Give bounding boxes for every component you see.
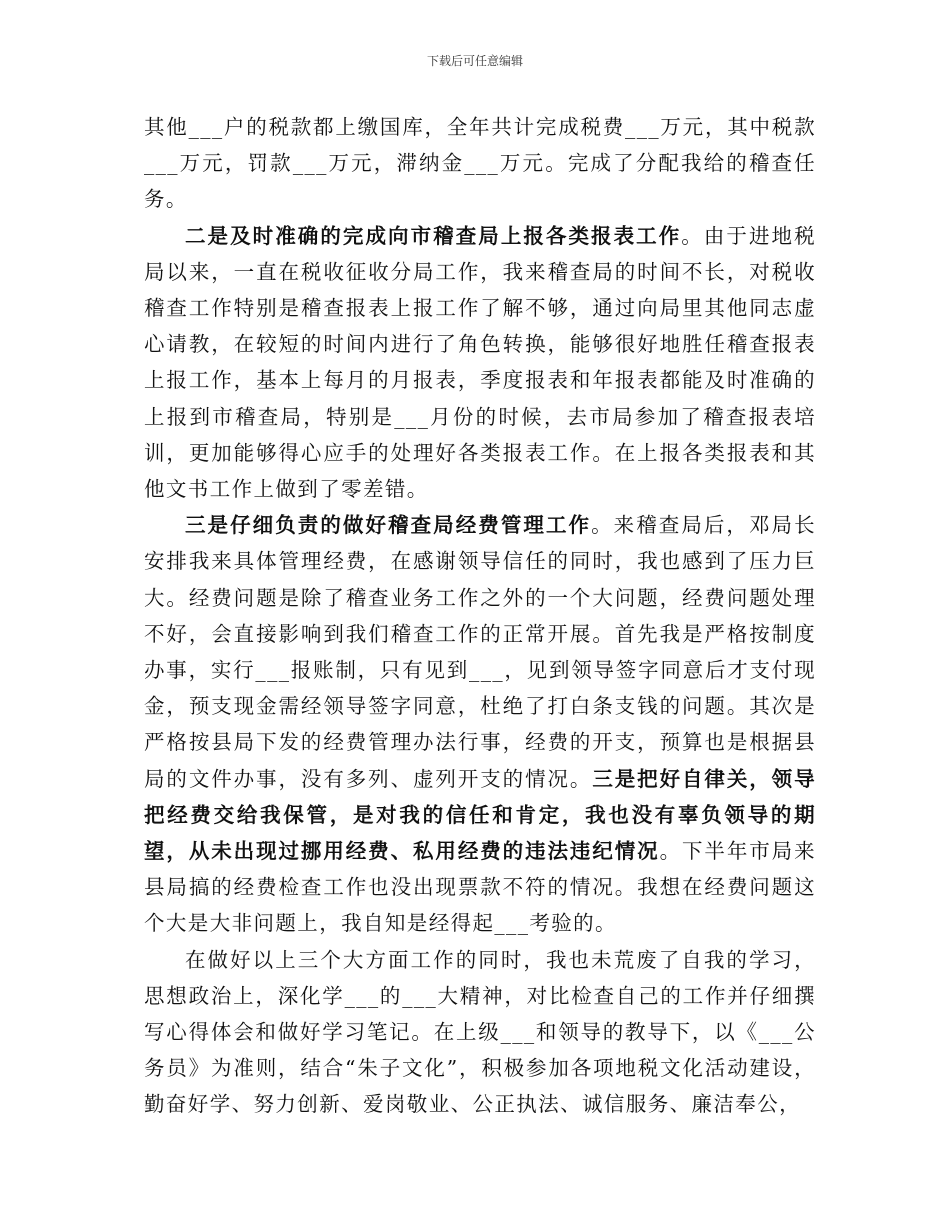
paragraph-2-bold-lead: 二是及时准确的完成向市稽查局上报各类报表工作 [185,223,682,248]
paragraph-2 [144,218,816,508]
paragraph-3-bold-middle: 三是把好自律关，领导把经费交给我保管，是对我的信任和肯定，我也没有辜负领导的期望，从未出现过挪用经费、私用经费的违法违纪情况 [144,766,816,864]
paragraph-3-text-end: 。下半年市局来县局搞的经费检查工作也没出现票款不符的情况。我想在经费问题这个大是大非问题上，我自知是经得起___考验的。 [144,839,816,936]
paragraph-4: 在做好以上三个大方面工作的同时，我也未荒废了自我的学习，思想政治上，深化学___的___大精神，对比检查自己的工作并仔细撰写心得体会和做好学习笔记。在上级___和领导的教导下，以《___公务员》为准则，结合“朱子文化”，积极参加各项地税文化活动建设，勤奋好学、努力创新、爱岗敬业、公正执法、诚信服务、廉洁奉公， [144,947,816,1117]
page-header: 下载后可任意编辑 [426,54,523,68]
paragraph-3 [144,507,816,941]
document-body [144,109,816,1123]
paragraph-3-bold-lead: 三是仔细负责的做好稽查局经费管理工作 [185,513,592,538]
paragraph-3-text: 。来稽查局后，邓局长安排我来具体管理经费，在感谢领导信任的同时，我也感到了压力巨大。经费问题是除了稽查业务工作之外的一个大问题，经费问题处理不好，会直接影响到我们稽查工作的正常开展。首先我是严格按制度办事，实行___报账制，只有见到___，见到领导签字同意后才支付现金，预支现金需经领导签字同意，杜绝了打白条支钱的问题。其次是严格按县局下发的经费管理办法行事，经费的开支，预算也是根据县局的文件办事，没有多列、虚列开支的情况。 [144,513,817,791]
paragraph-1: 其他___户的税款都上缴国库，全年共计完成税费___万元，其中税款___万元，罚款___万元，滞纳金___万元。完成了分配我给的稽查任务。 [144,115,816,212]
paragraph-2-text: 。由于进地税局以来，一直在税收征收分局工作，我来稽查局的时间不长，对税收稽查工作特别是稽查报表上报工作了解不够，通过向局里其他同志虚心请教，在较短的时间内进行了角色转换，能够很好地胜任稽查报表上报工作，基本上每月的月报表，季度报表和年报表都能及时准确的上报到市稽查局，特别是___月份的时候，去市局参加了稽查报表培训，更加能够得心应手的处理好各类报表工作。在上报各类报表和其他文书工作上做到了零差错。 [144,223,816,502]
